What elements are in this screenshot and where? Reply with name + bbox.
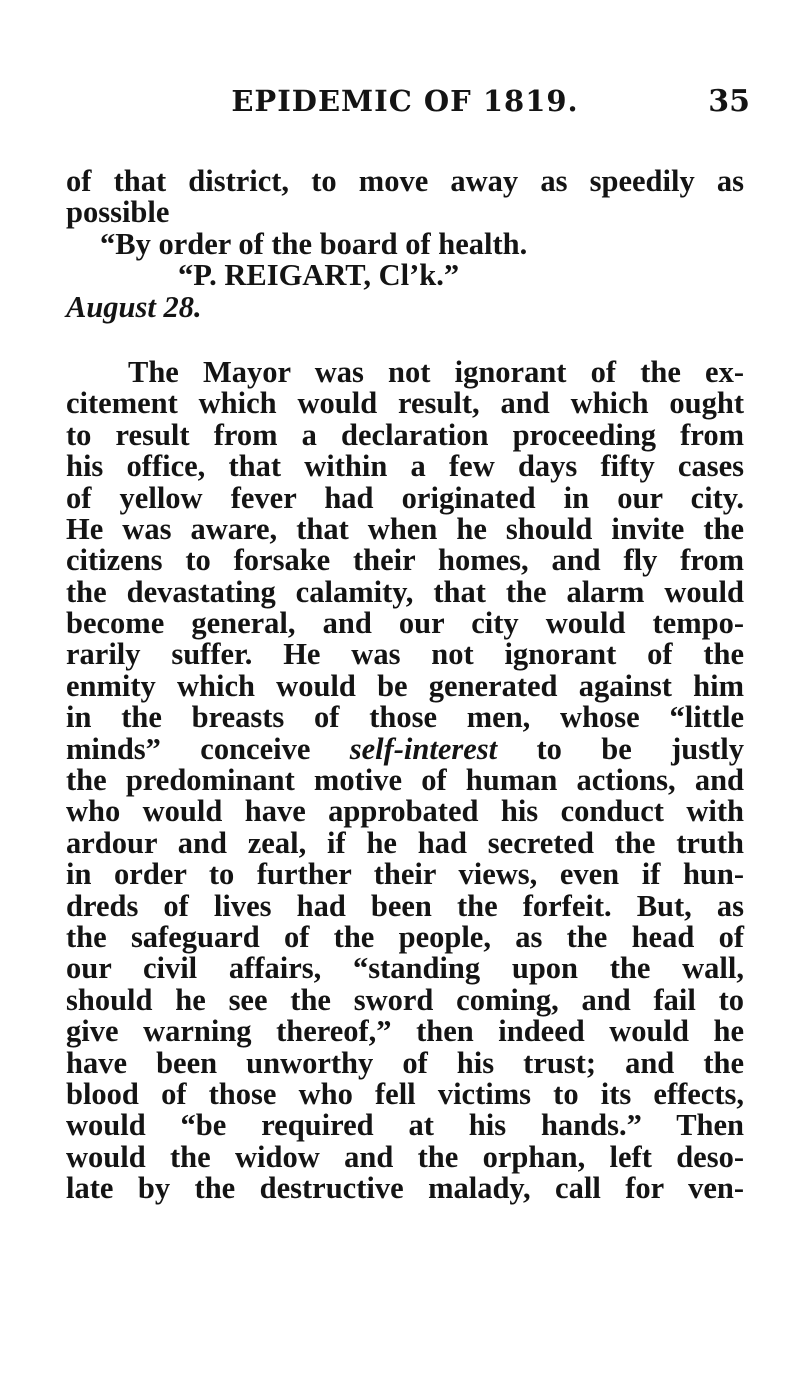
page-number: 35 — [708, 84, 750, 119]
text-line: who would have approbated his conduct with — [66, 794, 744, 829]
text-fragment: to be justly — [497, 731, 744, 766]
text-line: to result from a declaration proceeding from — [66, 417, 744, 452]
text-line: would the widow and the orphan, left deso- — [66, 1139, 744, 1174]
text-line: citizens to forsake their homes, and fly from — [66, 543, 744, 578]
text-line: in the breasts of those men, whose “little — [66, 700, 744, 735]
notice-date: August 28. — [66, 289, 202, 324]
text-line: rarily suffer. He was not ignorant of the — [66, 637, 744, 672]
text-line: should he see the sword coming, and fail to — [66, 982, 744, 1017]
text-line: the safeguard of the people, as the head of — [66, 919, 744, 954]
text-line: He was aware, that when he should invite the — [66, 511, 744, 546]
page-body — [66, 166, 744, 1205]
text-line: blood of those who fell victims to its effects, — [66, 1076, 744, 1111]
paragraph-gap — [66, 323, 744, 357]
text-line: late by the destructive malady, call for ven- — [66, 1171, 744, 1206]
text-line: dreds of lives had been the forfeit. But, as — [66, 888, 744, 923]
text-line: of yellow fever had originated in our city. — [66, 480, 744, 515]
text-line: enmity which would be generated against him — [66, 668, 744, 703]
running-head — [60, 84, 750, 124]
text-line — [66, 731, 744, 766]
text-line: ardour and zeal, if he had secreted the truth — [66, 825, 744, 860]
text-line: give warning thereof,” then indeed would he — [66, 1014, 744, 1049]
text-line: possible — [66, 195, 170, 230]
text-line: the devastating calamity, that the alarm would — [66, 574, 744, 609]
text-fragment: minds” conceive — [66, 731, 350, 766]
text-line: would “be required at his hands.” Then — [66, 1108, 744, 1143]
text-line: citement which would result, and which ought — [66, 386, 744, 421]
text-line: the predominant motive of human actions, and — [66, 763, 744, 798]
text-line: in order to further their views, even if hun- — [66, 857, 744, 892]
italic-phrase: self-interest — [349, 731, 498, 766]
notice-signature: “P. REIGART, Cl’k.” — [178, 258, 460, 293]
text-line: our civil affairs, “standing upon the wall, — [66, 951, 744, 986]
text-line: of that district, to move away as speedily as — [66, 164, 744, 198]
running-title: EPIDEMIC OF 1819. — [231, 84, 579, 118]
notice-order-line: “By order of the board of health. — [100, 226, 528, 261]
text-line: The Mayor was not ignorant of the ex- — [128, 354, 744, 389]
text-line: his office, that within a few days fifty cases — [66, 449, 744, 484]
text-line: become general, and our city would tempo- — [66, 606, 744, 641]
text-line: have been unworthy of his trust; and the — [66, 1045, 744, 1080]
